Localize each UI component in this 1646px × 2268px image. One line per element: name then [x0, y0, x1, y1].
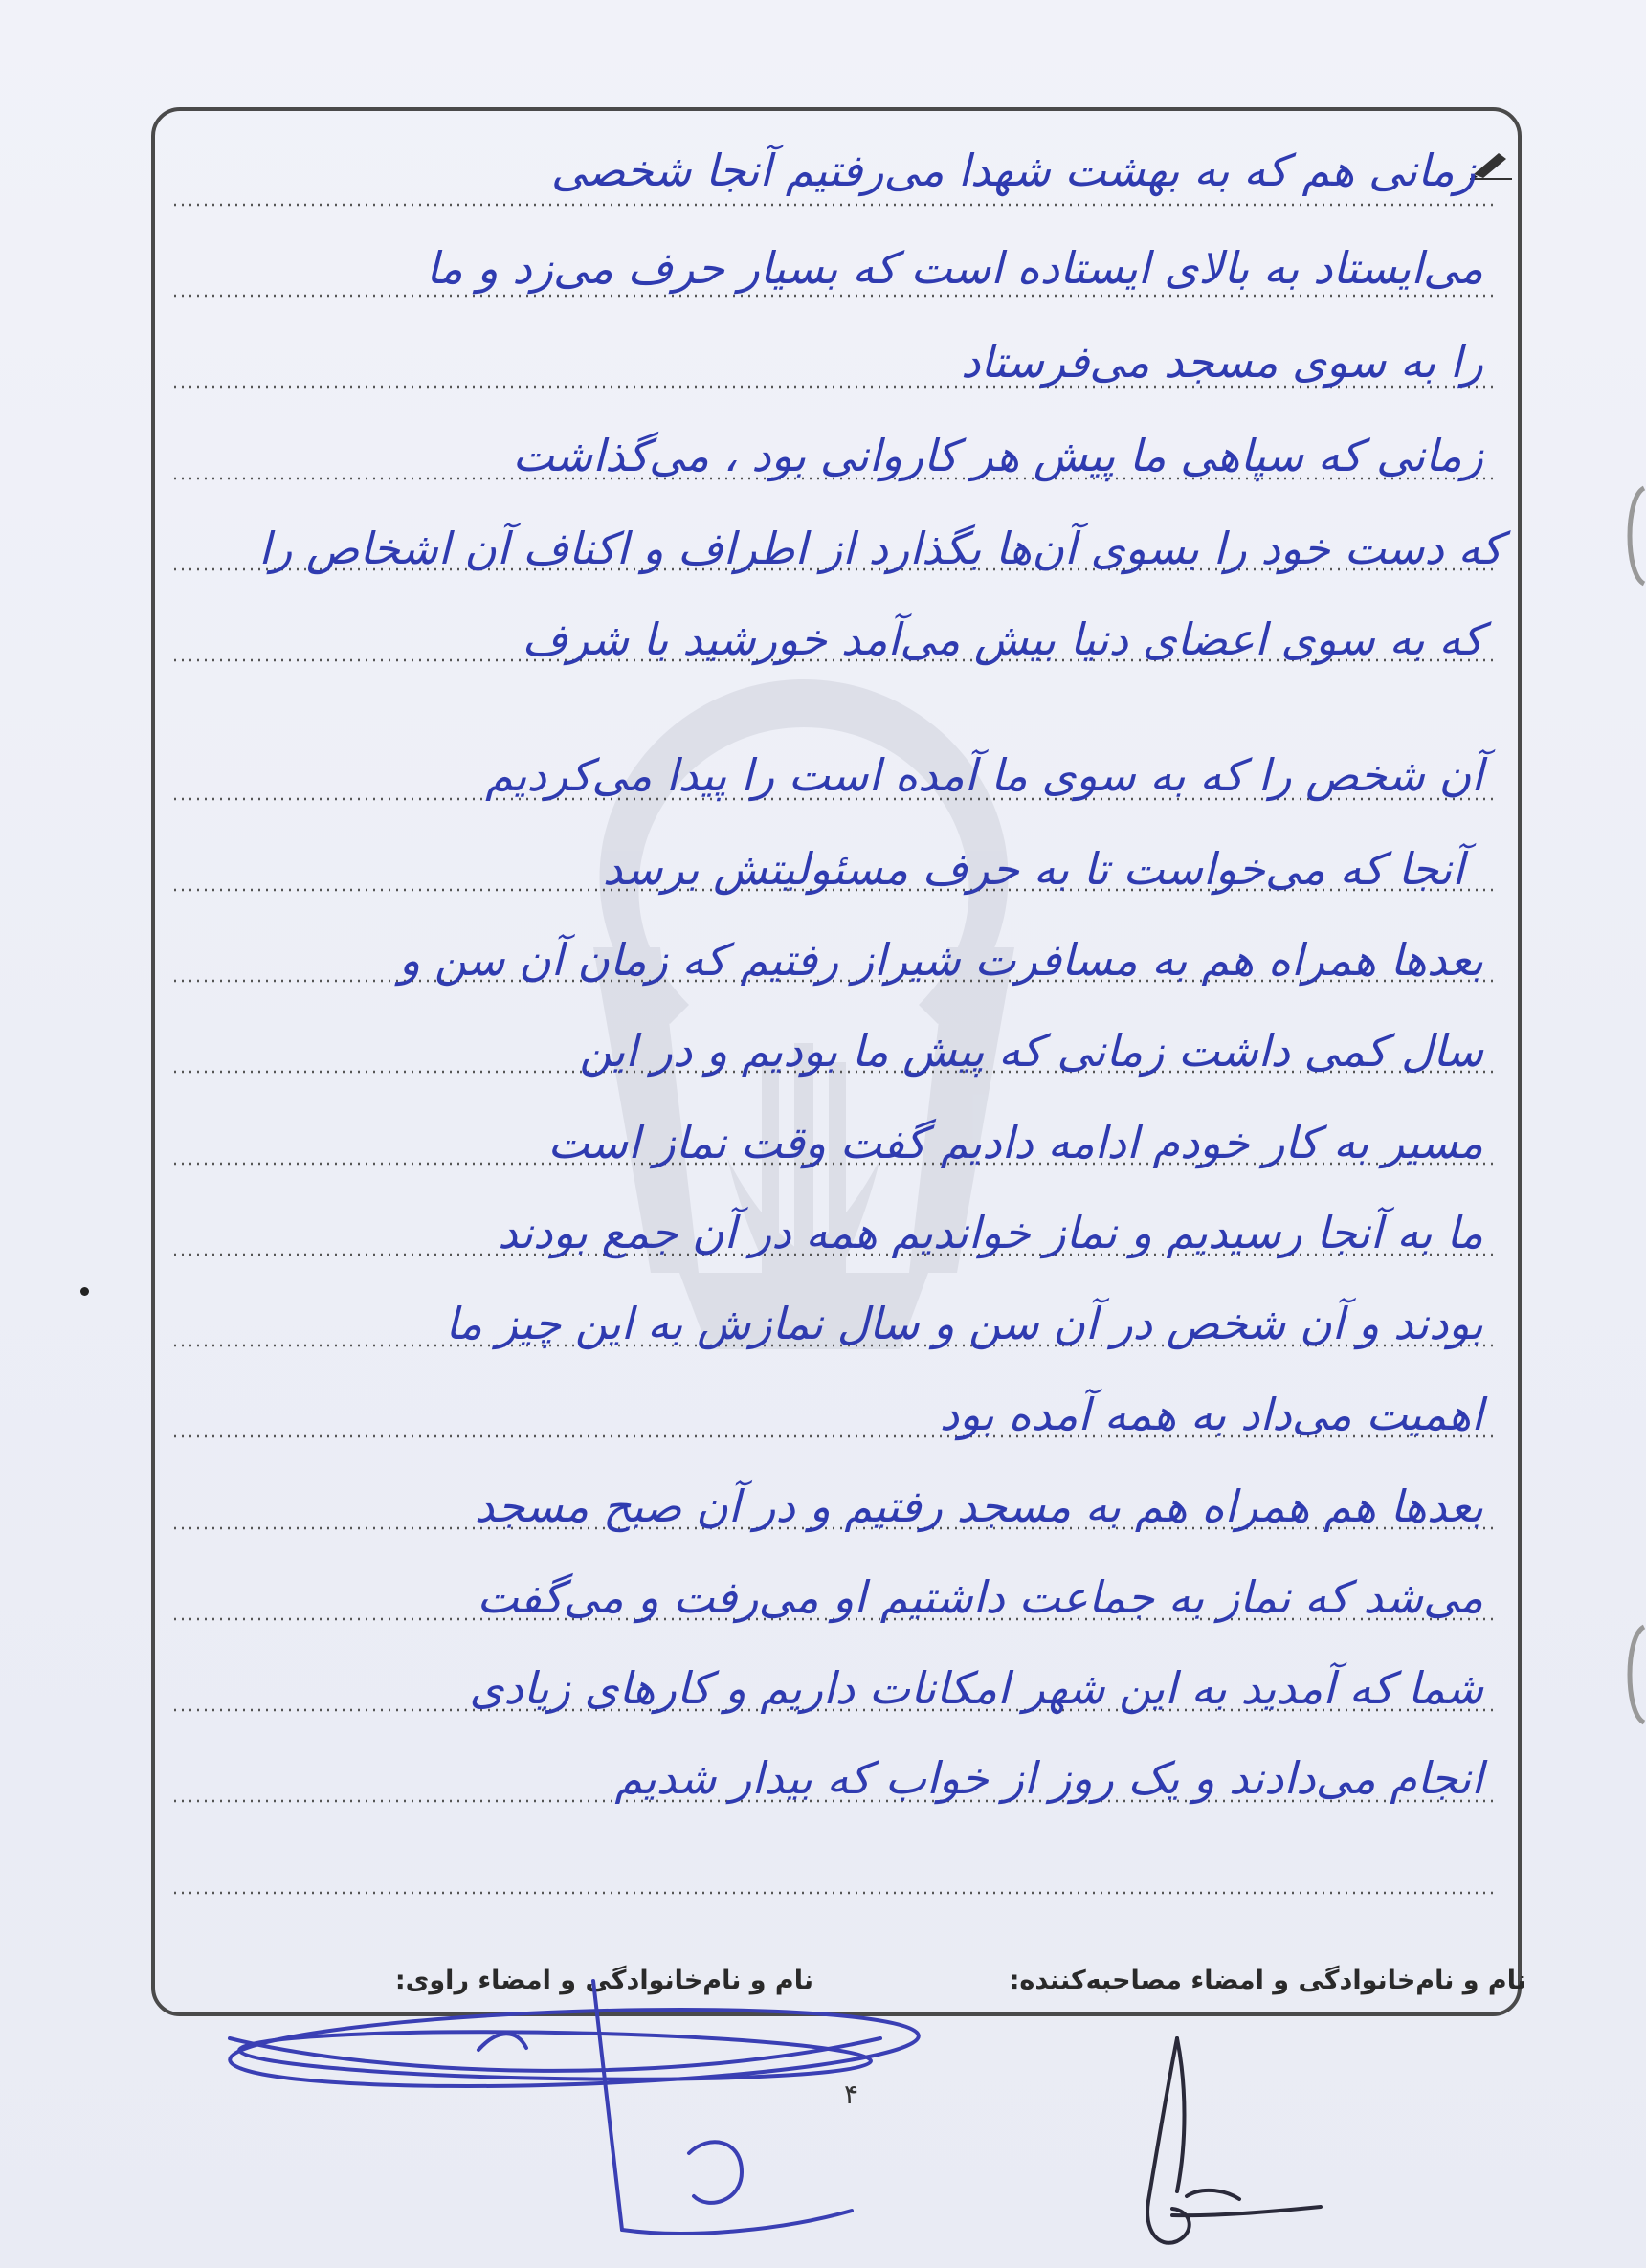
handwritten-line: را به سوی مسجد می‌فرستاد [960, 336, 1483, 388]
handwritten-line: بعدها هم همراه هم به مسجد رفتیم و در آن صبح مسجد [474, 1480, 1483, 1532]
handwritten-line: آن شخص را که به سوی ما آمده است را پیدا می‌کردیم [485, 749, 1483, 801]
handwritten-line: زمانی که سپاهی ما پیش هر کاروانی بود ، می‌گذاشت [512, 430, 1483, 481]
handwritten-line: که به سوی اعضای دنیا بیش می‌آمد خورشید با شرف [522, 613, 1483, 665]
handwritten-line: اهمیت می‌داد به همه آمده بود [939, 1389, 1483, 1440]
handwritten-line: شما که آمدید به این شهر امکانات داریم و کارهای زیادی [469, 1662, 1483, 1714]
handwritten-line: ما به آنجا رسیدیم و نماز خواندیم همه در آن جمع بودند [498, 1207, 1483, 1258]
handwritten-line: که دست خود را بسوی آن‌ها بگذارد از اطراف و اکناف آن اشخاص را [258, 523, 1502, 574]
narrator-signature-label: نام و نام‌خانوادگی و امضاء راوی: [394, 1966, 813, 1995]
pen-icon [1470, 147, 1512, 180]
handwritten-line: سال کمی داشت زمانی که پیش ما بودیم و در این [579, 1025, 1483, 1077]
narrator-signature [191, 1943, 938, 2258]
handwritten-line: مسیر به کار خودم ادامه دادیم گفت وقت نماز است [547, 1117, 1483, 1168]
interviewer-signature [1120, 2029, 1330, 2258]
handwritten-line: بودند و آن شخص در آن سن و سال نمازش به این چیز ما [445, 1298, 1483, 1349]
binding-ring [1617, 1617, 1646, 1732]
ink-dot [80, 1287, 89, 1296]
handwritten-line: می‌ایستاد به بالای ایستاده است که بسیار حرف می‌زد و ما [426, 242, 1483, 294]
handwritten-line: می‌شد که نماز به جماعت داشتیم او می‌رفت و می‌گفت [477, 1571, 1483, 1623]
handwritten-line: انجام می‌دادند و یک روز از خواب که بیدار شدیم [614, 1752, 1483, 1804]
handwritten-line: زمانی هم که به بهشت شهدا می‌رفتیم آنجا شخصی [550, 145, 1476, 196]
binding-ring [1617, 478, 1646, 593]
page-number: ۴ [844, 2079, 859, 2110]
interviewer-signature-label: نام و نام‌خانوادگی و امضاء مصاحبه‌کننده: [1009, 1966, 1526, 1995]
handwritten-line: بعدها همراه هم به مسافرت شیراز رفتیم که زمان آن سن و [399, 934, 1483, 986]
handwritten-line: آنجا که می‌خواست تا به حرف مسئولیتش برسد [602, 843, 1464, 895]
